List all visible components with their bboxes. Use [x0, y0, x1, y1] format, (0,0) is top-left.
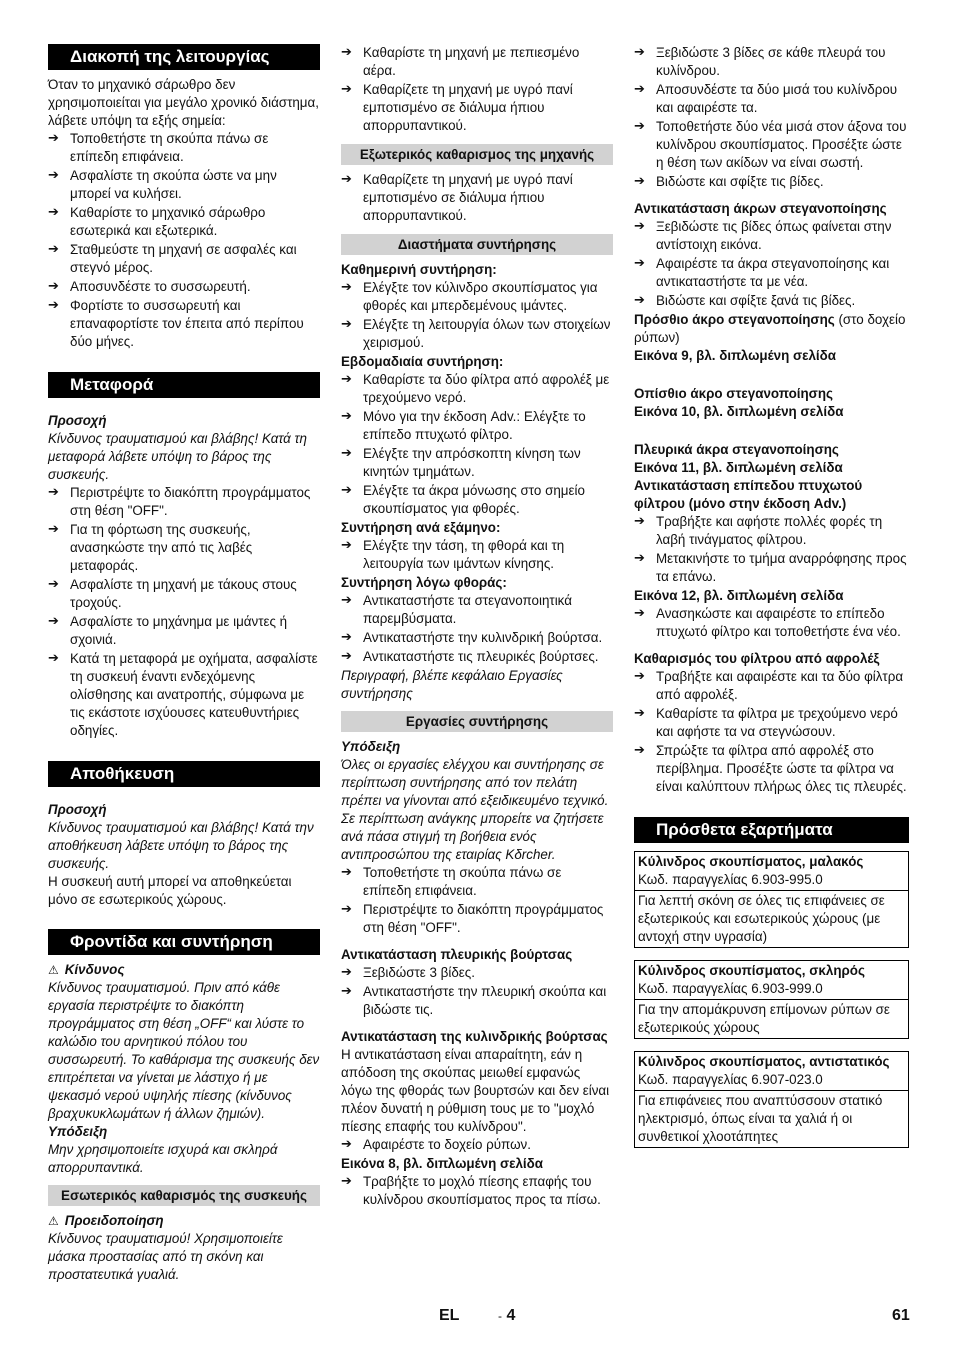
stop-list [48, 130, 320, 351]
daily-list [341, 279, 613, 352]
accessory-name: Κύλινδρος σκουπίσματος, μαλακός [638, 854, 864, 869]
list-item: ➔ Τραβήξτε το μοχλό πίεσης επαφής του κυλίνδρου σκουπίσματος προς τα πίσω. [341, 1173, 613, 1209]
subheading-internal-cleaning: Εσωτερικός καθαρισμός της συσκευής [48, 1185, 320, 1206]
accessory-box [634, 960, 909, 1039]
description-reference: Περιγραφή, βλέπε κεφάλαιο Εργασίες συντήρησης [341, 668, 563, 701]
warning-text: Κίνδυνος τραυματισμού! Χρησιμοποιείτε μάσκα προστασίας από τη σκόνη και προστατευτικά γυαλιά. [48, 1231, 283, 1282]
figure-12-reference: Εικόνα 12, βλ. διπλωμένη σελίδα [634, 588, 844, 603]
filter-list [634, 513, 909, 586]
list-item: ➔ Ξεβιδώστε τις βίδες όπως φαίνεται στην αντίστοιχη εικόνα. [634, 218, 909, 254]
list-item: ➔ Αποσυνδέστε το συσσωρευτή. [48, 278, 320, 296]
danger-label-row [48, 961, 320, 979]
list-item: ➔ Ελέγξτε τη λειτουργία όλων των στοιχείων χειρισμού. [341, 316, 613, 352]
accessory-header [635, 961, 908, 1000]
list-item: ➔ Ελέγξτε τα άκρα μόνωσης στο σημείο σκουπίσματος για φθορές. [341, 482, 613, 518]
external-list [341, 171, 613, 225]
accessory-description: Για την απομάκρυνση επίμονων ρύπων σε εξωτερικούς χώρους [638, 1002, 890, 1035]
roller-list [341, 1136, 613, 1154]
list-item: ➔ Αφαιρέστε το δοχείο ρύπων. [341, 1136, 613, 1154]
stop-intro: Όταν το μηχανικό σάρωθρο δεν χρησιμοποιείται για μεγάλο χρονικό διάστημα, λάβετε υπόψη τα εξής σημεία: [48, 77, 319, 128]
wear-label: Συντήρηση λόγω φθοράς: [341, 575, 507, 590]
figure-10-reference: Εικόνα 10, βλ. διπλωμένη σελίδα [634, 404, 844, 419]
figure-11-reference: Εικόνα 11, βλ. διπλωμένη σελίδα [634, 460, 843, 475]
list-item: ➔ Τραβήξτε και αφαιρέστε και τα δύο φίλτρα από αφρολέξ. [634, 668, 909, 704]
monthly-label: Συντήρηση ανά εξάμηνο: [341, 520, 501, 535]
danger-text: Κίνδυνος τραυματισμού. Πριν από κάθε εργασία περιστρέψτε το διακόπτη προγράμματος στη θέση „OFF“ και λύστε το καλώδιο του αρνητικού πόλου του συσσωρευτή. Το καθάρισμα της συσκευής δεν επιτρέπεται να γίνεται με λάστιχο ή με ψεκασμό νερού υψηλής πίεσης (κίνδυνος βραχυκυκλωμάτων ή άλλων ζημιών). [48, 980, 320, 1121]
seal-list [634, 218, 909, 310]
list-item: ➔ Ασφαλίστε τη σκούπα ώστε να μην μπορεί να κυλήσει. [48, 167, 320, 203]
list-item: ➔ Τοποθετήστε τη σκούπα πάνω σε επίπεδη επιφάνεια. [48, 130, 320, 166]
subheading-maintenance-work: Εργασίες συντήρησης [341, 711, 613, 732]
figure-8-list [341, 1173, 613, 1209]
subheading-external-cleaning: Εξωτερικός καθαρισμος της μηχανής [341, 144, 613, 165]
footer-dash: - [498, 1309, 502, 1323]
note-label: Υπόδειξη [48, 1124, 108, 1139]
heading-accessories: Πρόσθετα εξαρτήματα [634, 817, 909, 843]
accessory-order-number: Κωδ. παραγγελίας 6.903-999.0 [638, 981, 823, 996]
list-item: ➔ Καθαρίζετε τη μηχανή με υγρό πανί εμποτισμένο σε διάλυμα ήπιου απορρυπαντικού. [341, 171, 613, 225]
caution-label: Προσοχή [48, 413, 107, 428]
caution-text: Κίνδυνος τραυματισμού και βλάβης! Κατά την αποθήκευση λάβετε υπόψη το βάρος της συσκευής. [48, 820, 314, 871]
list-item: ➔ Τοποθετήστε τη σκούπα πάνω σε επίπεδη επιφάνεια. [341, 864, 613, 900]
foam-filter-list [634, 668, 909, 796]
front-seal [634, 311, 909, 347]
side-seal-title: Πλευρικά άκρα στεγανοποίησης [634, 442, 839, 457]
heading-stop-operation: Διακοπή της λειτουργίας [48, 44, 320, 70]
list-item: ➔ Καθαρίζετε τη μηχανή με υγρό πανί εμποτισμένο σε διάλυμα ήπιου απορρυπαντικού. [341, 81, 613, 135]
list-item: ➔ Ξεβιδώστε 3 βίδες σε κάθε πλευρά του κυλίνδρου. [634, 44, 909, 80]
list-item: ➔ Για τη φόρτωση της συσκευής, ανασηκώστε την από τις λαβές μεταφοράς. [48, 521, 320, 575]
storage-text: Η συσκευή αυτή μπορεί να αποθηκεύεται μόνο σε εσωτερικούς χώρους. [48, 874, 292, 907]
warning-triangle-icon: ⚠ [48, 1214, 59, 1228]
list-item: ➔ Καθαρίστε το μηχανικό σάρωθρο εσωτερικά και εξωτερικά. [48, 204, 320, 240]
roller-steps-list [634, 44, 909, 191]
list-item: ➔ Αντικαταστήστε τα στεγανοποιητικά παρεμβύσματα. [341, 592, 613, 628]
warning-label: Προειδοποίηση [64, 1213, 164, 1228]
roller-brush-label: Αντικατάσταση της κυλινδρικής βούρτσας [341, 1029, 608, 1044]
filter-label: Αντικατάσταση επίπεδου πτυχωτού φίλτρου (μόνο στην έκδοση Adv.) [634, 478, 863, 511]
page-footer [0, 1307, 954, 1329]
monthly-list [341, 537, 613, 573]
list-item: ➔ Βιδώστε και σφίξτε ξανά τις βίδες. [634, 292, 909, 310]
weekly-label: Εβδομαδιαία συντήρηση: [341, 354, 504, 369]
list-item: ➔ Ανασηκώστε και αφαιρέστε το επίπεδο πτυχωτό φίλτρο και τοποθετήστε ένα νέο. [634, 605, 909, 641]
list-item: ➔ Αντικαταστήστε τις πλευρικές βούρτσες. [341, 648, 613, 666]
list-item: ➔ Αντικαταστήστε την πλευρική σκούπα και βιδώστε τις. [341, 983, 613, 1019]
weekly-list [341, 371, 613, 518]
figure-12-list [634, 605, 909, 641]
accessory-description: Για λεπτή σκόνη σε όλες τις επιφάνειες σε εξωτερικούς και εσωτερικούς χώρους (με αντοχή στην υγρασία) [638, 893, 885, 944]
list-item: ➔ Περιστρέψτε το διακόπτη προγράμματος στη θέση "OFF". [341, 901, 613, 937]
list-item: ➔ Σταθμεύστε τη μηχανή σε ασφαλές και στεγνό μέρος. [48, 241, 320, 277]
warning-label-row [48, 1212, 320, 1230]
figure-8-reference: Εικόνα 8, βλ. διπλωμένη σελίδα [341, 1156, 544, 1171]
accessory-box [634, 851, 909, 948]
list-item: ➔ Καθαρίστε τα φίλτρα με τρεχούμενο νερό και αφήστε τα να στεγνώσουν. [634, 705, 909, 741]
side-brush-list [341, 964, 613, 1019]
list-item: ➔ Αποσυνδέστε τα δύο μισά του κυλίνδρου και αφαιρέστε τα. [634, 81, 909, 117]
seal-label: Αντικατάσταση άκρων στεγανοποίησης [634, 201, 887, 216]
front-seal-title: Πρόσθιο άκρο στεγανοποίησης [634, 312, 835, 327]
heading-storage: Αποθήκευση [48, 761, 320, 787]
list-item: ➔ Μόνο για την έκδοση Adv.: Ελέγξτε το επίπεδο πτυχωτό φίλτρο. [341, 408, 613, 444]
wear-list [341, 592, 613, 666]
rear-seal-title: Οπίσθιο άκρο στεγανοποίησης [634, 386, 833, 401]
accessory-name: Κύλινδρος σκουπίσματος, αντιστατικός [638, 1054, 890, 1069]
warning-triangle-icon: ⚠ [48, 963, 59, 977]
transport-list [48, 484, 320, 740]
column-middle [341, 44, 613, 1210]
caution-text: Κίνδυνος τραυματισμού και βλάβης! Κατά τη μεταφορά λάβετε υπόψη το βάρος της συσκευής. [48, 431, 307, 482]
column-left [48, 44, 320, 1284]
accessory-box [634, 1051, 909, 1148]
accessory-order-number: Κωδ. παραγγελίας 6.907-023.0 [638, 1072, 823, 1087]
accessory-header [635, 1052, 908, 1091]
list-item: ➔ Ασφαλίστε το μηχάνημα με ιμάντες ή σχοινιά. [48, 613, 320, 649]
accessory-order-number: Κωδ. παραγγελίας 6.903-995.0 [638, 872, 823, 887]
accessory-header [635, 852, 908, 891]
work-list [341, 864, 613, 937]
daily-label: Καθημερινή συντήρηση: [341, 262, 497, 277]
heading-care: Φροντίδα και συντήρηση [48, 929, 320, 955]
list-item: ➔ Τοποθετήστε δύο νέα μισά στον άξονα του κυλίνδρου σκουπίσματος. Προσέξτε ώστε η θέση των ακίδων να είναι σωστή. [634, 118, 909, 172]
accessory-description: Για επιφάνειες που αναπτύσσουν στατικό ηλεκτρισμό, όπως είναι τα χαλιά ή οι συνθετικοί χλοοτάπητες [638, 1093, 883, 1144]
front-seal-note: (στο δοχείο ρύπων) [634, 312, 906, 345]
list-item: ➔ Ελέγξτε τον κύλινδρο σκουπίσματος για φθορές και μπερδεμένους ιμάντες. [341, 279, 613, 315]
list-item: ➔ Κατά τη μεταφορά με οχήματα, ασφαλίστε τη συσκευή έναντι ενδεχόμενης ολίσθησης και ανατροπής, σύμφωνα με τις εκάστοτε ισχύουσες κατευθυντήριες οδηγίες. [48, 650, 320, 740]
foam-filter-label: Καθαρισμός του φίλτρου από αφρολέξ [634, 651, 880, 666]
footer-page-number: 4 [506, 1307, 516, 1324]
list-item: ➔ Τραβήξτε και αφήστε πολλές φορές τη λαβή τινάγματος φίλτρου. [634, 513, 909, 549]
list-item: ➔ Ελέγξτε την απρόσκοπτη κίνηση των κινητών τμημάτων. [341, 445, 613, 481]
subheading-intervals: Διαστήματα συντήρησης [341, 234, 613, 255]
list-item: ➔ Φορτίστε το συσσωρευτή και επαναφορτίστε τον έπειτα από περίπου δύο μήνες. [48, 297, 320, 351]
roller-brush-text: Η αντικατάσταση είναι απαραίτητη, εάν η απόδοση της σκούπας μειωθεί εμφανώς λόγω της φθοράς των βουρτσών και δεν είναι πλέον δυνατή η ρύθμιση τους με το "μοχλό πίεσης επαφής του κυλίνδρου". [341, 1047, 610, 1134]
accessory-name: Κύλινδρος σκουπίσματος, σκληρός [638, 963, 865, 978]
list-item: ➔ Αφαιρέστε τα άκρα στεγανοποίησης και αντικαταστήστε τα με νέα. [634, 255, 909, 291]
list-item: ➔ Βιδώστε και σφίξτε τις βίδες. [634, 173, 909, 191]
note-text: Όλες οι εργασίες ελέγχου και συντήρησης σε περίπτωση συντήρησης από τον πελάτη πρέπει να γίνονται από εξειδικευμένο τεχνικό. Σε περίπτωση ανάγκης μπορείτε να ζητήσετε ανά πάσα στιγμή τη βοήθεια ενός αντιπροσώπου της εταιρίας Kδrcher. [341, 757, 609, 862]
list-item: ➔ Ελέγξτε την τάση, τη φθορά και τη λειτουργία των ιμάντων κίνησης. [341, 537, 613, 573]
list-item: ➔ Ξεβιδώστε 3 βίδες. [341, 964, 613, 982]
note-text: Μην χρησιμοποιείτε ισχυρά και σκληρά απορρυπαντικά. [48, 1142, 278, 1175]
danger-label: Κίνδυνος [64, 962, 125, 977]
side-brush-label: Αντικατάσταση πλευρικής βούρτσας [341, 947, 573, 962]
footer-page [498, 1307, 515, 1325]
list-item: ➔ Ασφαλίστε τη μηχανή με τάκους στους τροχούς. [48, 576, 320, 612]
list-item: ➔ Σπρώξτε τα φίλτρα από αφρολέξ στο περίβλημα. Προσέξτε ώστε τα φίλτρα να είναι καλύπτουν πλήρως όλες τις πλευρές. [634, 742, 909, 796]
column-right [634, 44, 909, 1148]
footer-document-page: 61 [892, 1307, 910, 1324]
internal-list [341, 44, 613, 135]
heading-transport: Μεταφορά [48, 372, 320, 398]
caution-label: Προσοχή [48, 802, 107, 817]
list-item: ➔ Καθαρίστε τη μηχανή με πεπιεσμένο αέρα. [341, 44, 613, 80]
note-label: Υπόδειξη [341, 739, 401, 754]
list-item: ➔ Αντικαταστήστε την κυλινδρική βούρτσα. [341, 629, 613, 647]
figure-9-reference: Εικόνα 9, βλ. διπλωμένη σελίδα [634, 348, 837, 363]
footer-language: EL [439, 1307, 460, 1324]
list-item: ➔ Περιστρέψτε το διακόπτη προγράμματος στη θέση "OFF". [48, 484, 320, 520]
list-item: ➔ Μετακινήστε το τμήμα αναρρόφησης προς τα επάνω. [634, 550, 909, 586]
list-item: ➔ Καθαρίστε τα δύο φίλτρα από αφρολέξ με τρεχούμενο νερό. [341, 371, 613, 407]
